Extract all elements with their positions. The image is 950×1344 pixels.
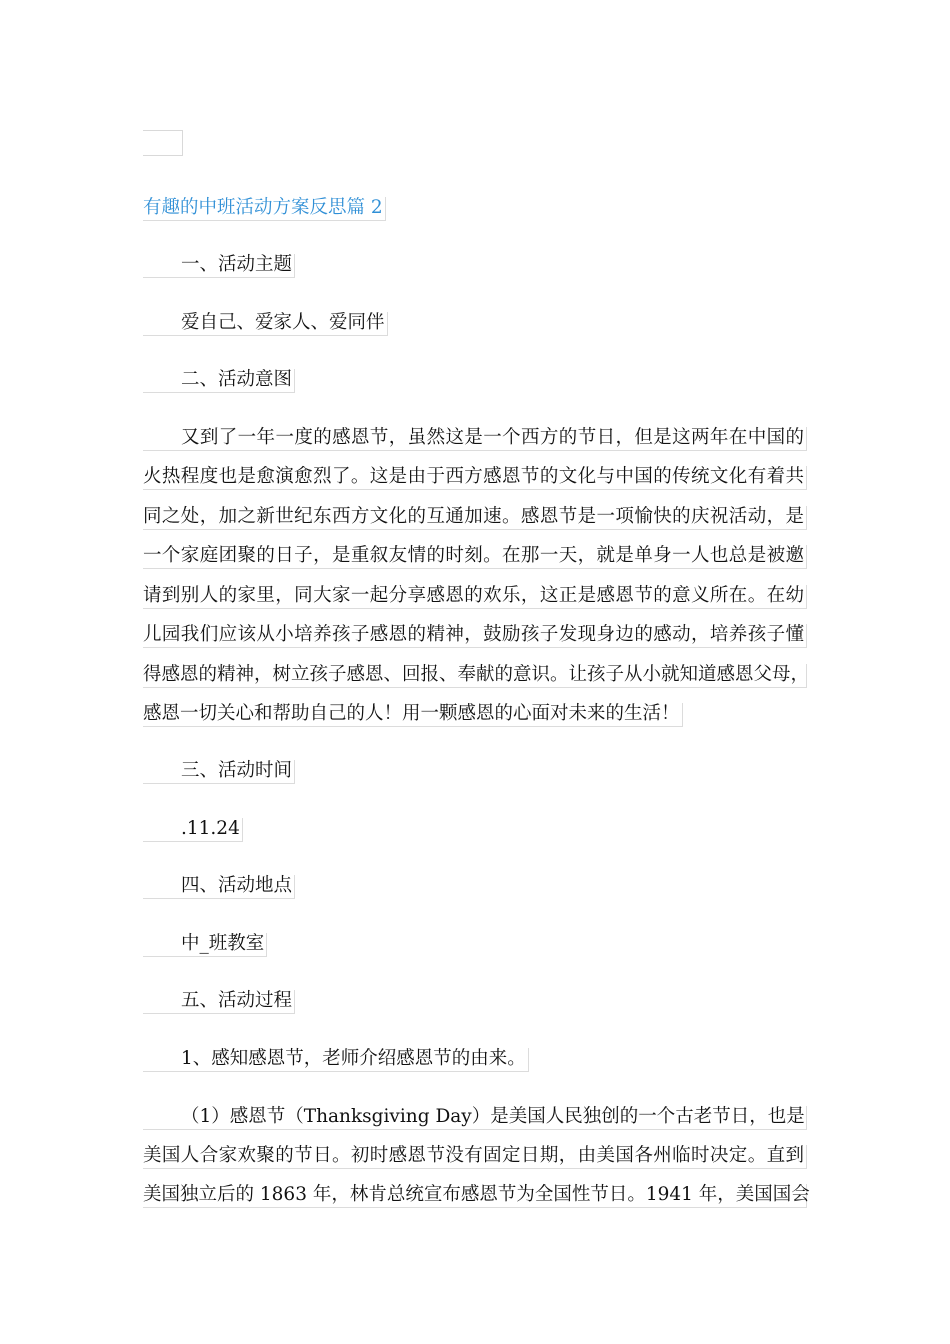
- section-heading-location: 四、活动地点: [143, 875, 295, 899]
- section-heading-time: 三、活动时间: [143, 760, 295, 784]
- process-step: 1、感知感恩节，老师介绍感恩节的由来。: [143, 1048, 529, 1072]
- theme-text: 爱自己、爱家人、爱同伴: [143, 312, 388, 336]
- step-line: 美国人合家欢聚的节日。初时感恩节没有固定日期，由美国各州临时决定。直到: [143, 1145, 807, 1169]
- intent-line: 感恩一切关心和帮助自己的人！用一颗感恩的心面对未来的生活！: [143, 703, 683, 727]
- intent-line: 火热程度也是愈演愈烈了。这是由于西方感恩节的文化与中国的传统文化有着共: [143, 466, 807, 490]
- intent-line: 儿园我们应该从小培养孩子感恩的精神，鼓励孩子发现身边的感动，培养孩子懂: [143, 624, 807, 648]
- section-heading-intent: 二、活动意图: [143, 369, 295, 393]
- activity-date: .11.24: [143, 818, 243, 842]
- document-title: 有趣的中班活动方案反思篇 2: [143, 197, 386, 221]
- activity-location: 中_班教室: [143, 933, 267, 957]
- section-heading-process: 五、活动过程: [143, 990, 295, 1014]
- step-line: 美国独立后的 1863 年，林肯总统宣布感恩节为全国性节日。1941 年，美国国会: [143, 1184, 807, 1208]
- empty-cell: [143, 130, 183, 156]
- intent-line: 又到了一年一度的感恩节，虽然这是一个西方的节日，但是这两年在中国的: [143, 427, 807, 451]
- step-line: （1）感恩节（Thanksgiving Day）是美国人民独创的一个古老节日，也是: [143, 1106, 807, 1130]
- intent-line: 得感恩的精神，树立孩子感恩、回报、奉献的意识。让孩子从小就知道感恩父母，: [143, 664, 807, 688]
- section-heading-theme: 一、活动主题: [143, 254, 295, 278]
- intent-line: 同之处，加之新世纪东西方文化的互通加速。感恩节是一项愉快的庆祝活动，是: [143, 506, 807, 530]
- intent-line: 请到别人的家里，同大家一起分享感恩的欢乐，这正是感恩节的意义所在。在幼: [143, 585, 807, 609]
- intent-line: 一个家庭团聚的日子，是重叙友情的时刻。在那一天，就是单身一人也总是被邀: [143, 545, 807, 569]
